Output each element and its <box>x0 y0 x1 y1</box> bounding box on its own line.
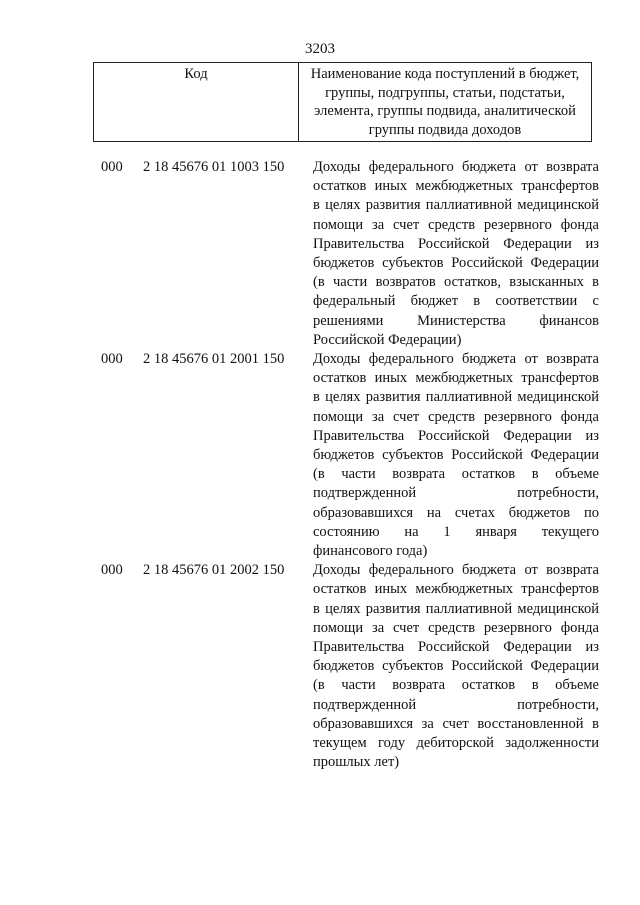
header-name-line: группы, подгруппы, статьи, подстатьи, <box>325 84 565 101</box>
income-code: 2 18 45676 01 2001 150 <box>143 351 285 368</box>
table-row <box>0 350 640 561</box>
description-line: текущем году дебиторской задолженности <box>313 735 599 752</box>
description-line: Правительства Российской Федерации из <box>313 427 599 444</box>
table-row <box>0 158 640 350</box>
description-line: Доходы федерального бюджета от возврата <box>313 562 599 579</box>
description-line: прошлых лет) <box>313 754 400 771</box>
description-line: (в части возврата остатков в объеме <box>313 466 599 483</box>
income-description <box>313 158 599 350</box>
admin-code: 000 <box>101 562 123 579</box>
description-line: Правительства Российской Федерации из <box>313 639 599 656</box>
admin-code: 000 <box>101 159 123 175</box>
description-line: в целях развития паллиативной медицинской <box>313 600 599 617</box>
description-line: Доходы федерального бюджета от возврата <box>313 351 599 368</box>
description-line: состоянию на 1 января текущего <box>313 523 599 540</box>
description-line: подтвержденной потребности, <box>313 485 599 502</box>
description-line: образовавшихся на счетах бюджетов по <box>313 504 599 521</box>
header-name-line: элемента, группы подвида, аналитической <box>314 103 576 119</box>
income-code: 2 18 45676 01 2002 150 <box>143 562 285 579</box>
description-line: финансового года) <box>313 543 428 560</box>
table-header <box>93 62 592 142</box>
description-line: подтвержденной потребности, <box>313 696 599 713</box>
description-line: Доходы федерального бюджета от возврата <box>313 159 599 175</box>
description-line: (в части возврата остатков в объеме <box>313 677 599 694</box>
header-name-line: Наименование кода поступлений в бюджет, <box>310 66 580 82</box>
income-code: 2 18 45676 01 1003 150 <box>143 159 285 175</box>
income-description <box>313 561 599 772</box>
admin-code: 000 <box>101 351 123 368</box>
header-name-column <box>299 63 591 141</box>
header-code-column: Код <box>94 63 299 141</box>
header-name-line: группы подвида доходов <box>368 121 522 138</box>
description-line: образовавшихся за счет восстановленной в <box>313 715 599 732</box>
entries-list <box>0 158 640 773</box>
description-line: остатков иных межбюджетных трансфертов <box>313 178 599 195</box>
description-line: в целях развития паллиативной медицинской <box>313 389 599 406</box>
description-line: Российской Федерации) <box>313 331 462 348</box>
description-line: помощи за счет средств резервного фонда <box>313 408 599 425</box>
description-line: остатков иных межбюджетных трансфертов <box>313 370 599 387</box>
description-line: помощи за счет средств резервного фонда <box>313 619 599 636</box>
description-line: Правительства Российской Федерации из <box>313 235 599 252</box>
description-line: остатков иных межбюджетных трансфертов <box>313 581 599 598</box>
income-description <box>313 350 599 561</box>
description-line: бюджетов субъектов Российской Федерации <box>313 658 599 675</box>
description-line: бюджетов субъектов Российской Федерации <box>313 255 599 272</box>
description-line: решениями Министерства финансов <box>313 312 599 329</box>
table-row <box>0 561 640 772</box>
description-line: федеральный бюджет в соответствии с <box>313 293 599 310</box>
description-line: в целях развития паллиативной медицинской <box>313 197 599 214</box>
description-line: помощи за счет средств резервного фонда <box>313 216 599 233</box>
page-number: 3203 <box>305 41 335 57</box>
description-line: (в части возвратов остатков, взысканных в <box>313 274 599 291</box>
description-line: бюджетов субъектов Российской Федерации <box>313 447 599 464</box>
